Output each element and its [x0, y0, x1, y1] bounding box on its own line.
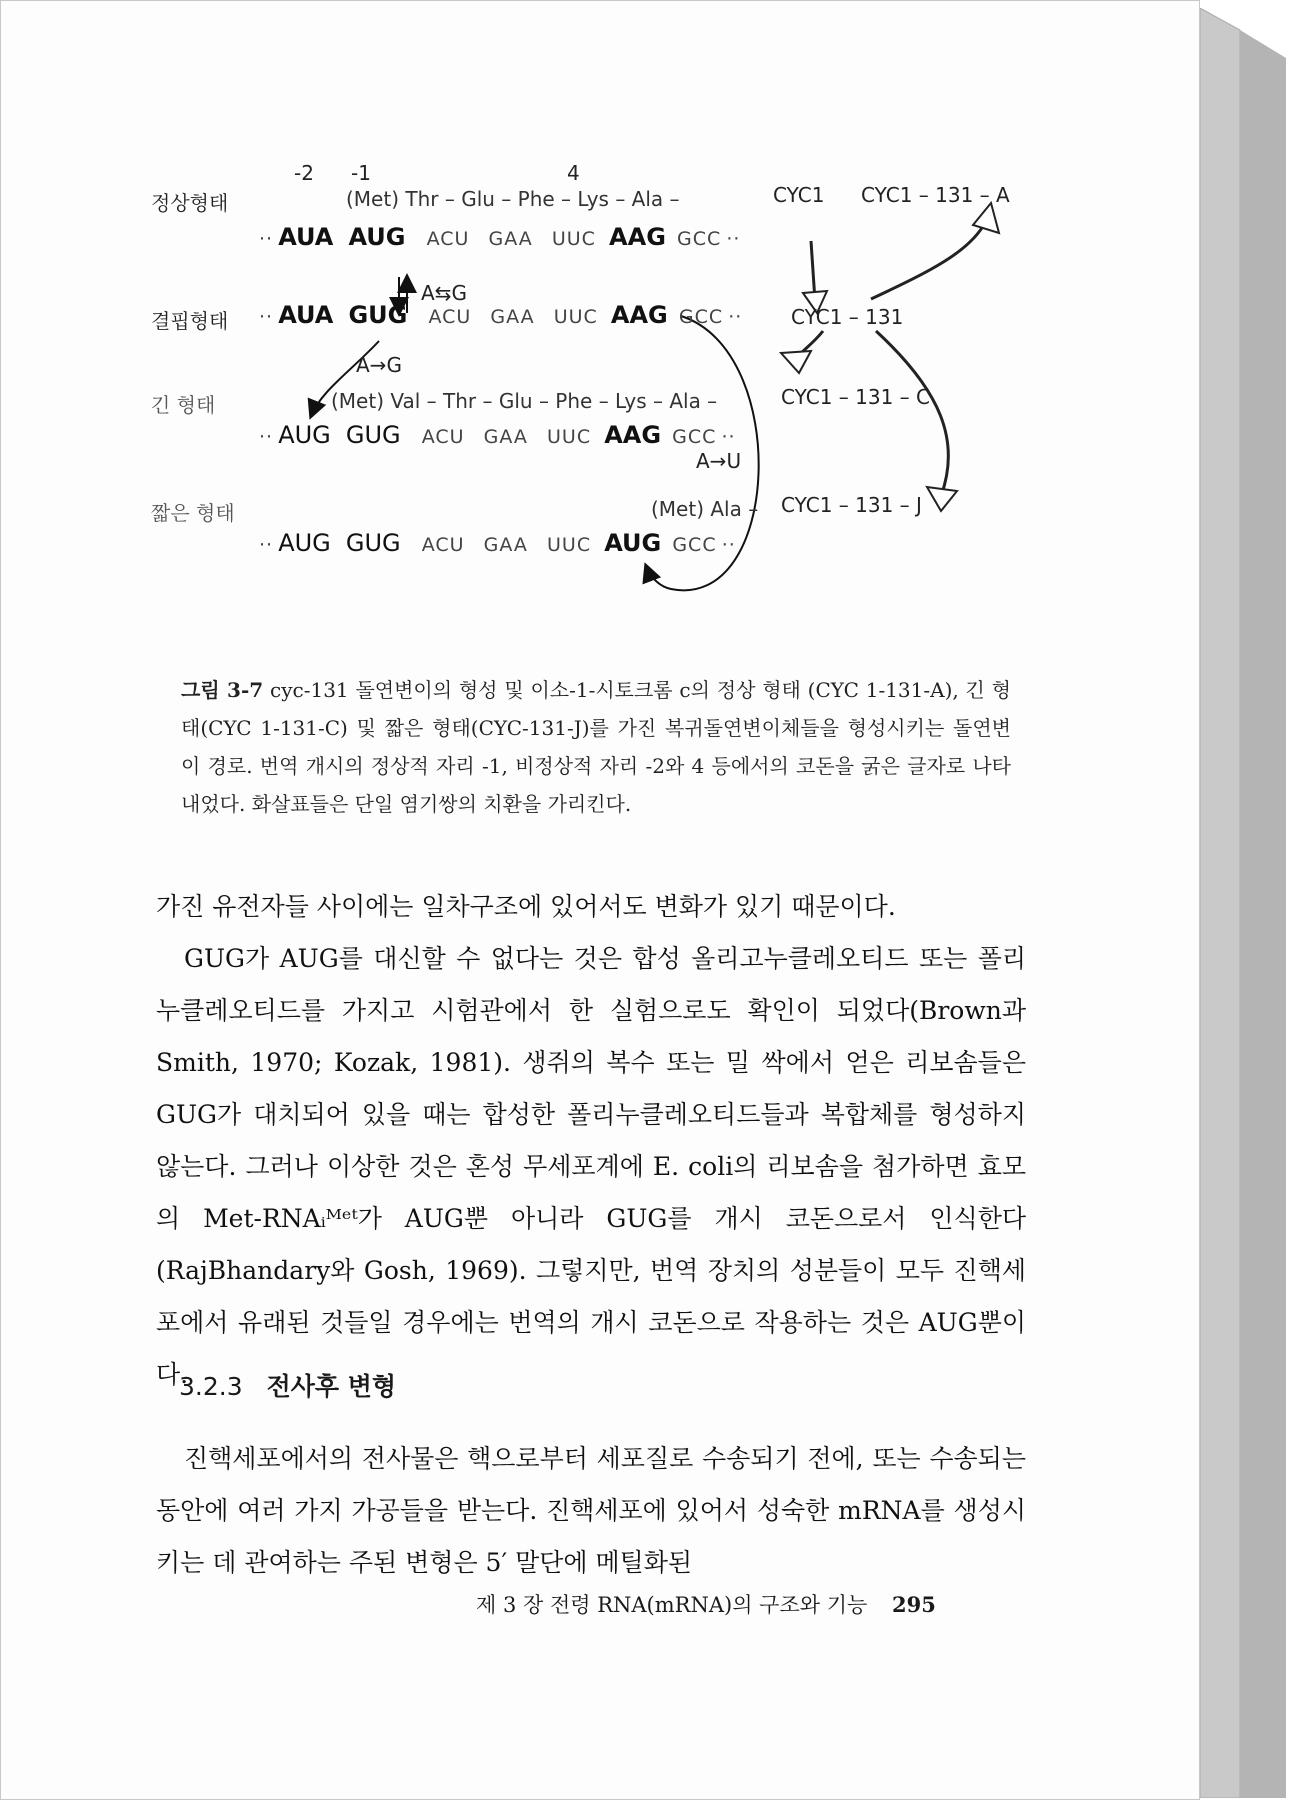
- label-deficient: 결핍형태: [151, 309, 229, 333]
- figure-caption: [181, 671, 1011, 823]
- mutation-a-to-u: A→U: [696, 449, 742, 473]
- mutation-a-to-g: A→G: [356, 353, 402, 377]
- running-footer-chapter: 제 3 장 전령 RNA(mRNA)의 구조와 기능: [476, 1593, 868, 1617]
- section-title: 전사후 변형: [266, 1372, 397, 1401]
- page-footer: [476, 1589, 936, 1619]
- body-text-2: [156, 1433, 1026, 1589]
- mutation-a-g-reversible: A⇆G: [421, 281, 467, 305]
- section-heading: [179, 1367, 396, 1403]
- position-minus2: -2: [294, 161, 314, 185]
- strain-cyc1-131-c: CYC1 – 131 – C: [781, 385, 930, 409]
- caption-number: 그림 3-7: [181, 678, 264, 702]
- peptide-long: (Met) Val – Thr – Glu – Phe – Lys – Ala –: [331, 389, 718, 413]
- paragraph-continued: 가진 유전자들 사이에는 일차구조에 있어서도 변화가 있기 때문이다.: [156, 892, 896, 921]
- label-normal: 정상형태: [151, 191, 229, 215]
- position-minus1: -1: [351, 161, 371, 185]
- section-number: 3.2.3: [179, 1372, 243, 1401]
- label-long: 긴 형태: [151, 393, 216, 417]
- codon-row-long: ·· AUG GUG ACU GAA UUC AAG GCC ··: [259, 421, 736, 449]
- strain-cyc1-131-a: CYC1 – 131 – A: [861, 183, 1010, 207]
- arrow-131-to-j: [876, 331, 948, 496]
- paragraph-gug: GUG가 AUG를 대신할 수 없다는 것은 합성 올리고누클레오티드 또는 폴리누클레오티드를 가지고 시험관에서 한 실험으로도 확인이 되었다(Brown과 Smith, 1970; Kozak, 1981). 생쥐의 복수 또는 밀 싹에서 얻은 리보솜들은 GUG가 대치되어 있을 때는 합성한 폴리누클레오티드들과 복합체를 형성하지 않는다. 그러나 이상한 것은 혼성 무세포계에 E. coli의 리보솜을 첨가하면 효모의 Met-RNAᵢᴹᵉᵗ가 AUG뿐 아니라 GUG를 개시 코돈으로서 인식한다(RajBhandary와 Gosh, 1969). 그렇지만, 번역 장치의 성분들이 모두 진핵세포에서 유래된 것들일 경우에는 번역의 개시 코돈으로 작용하는 것은 AUG뿐이다.: [156, 944, 1026, 1389]
- figure-3-7-diagram: [151, 161, 1051, 671]
- caption-text: cyc-131 돌연변이의 형성 및 이소-1-시토크롬 c의 정상 형태 (CYC 1-131-A), 긴 형태(CYC 1-131-C) 및 짧은 형태(CYC-131-J)를 가진 복귀돌연변이체들을 형성시키는 돌연변이 경로. 번역 개시의 정상적 자리 -1, 비정상적 자리 -2와 4 등에서의 코돈을 굵은 글자로 나타내었다. 화살표들은 단일 염기쌍의 치환을 가리킨다.: [181, 678, 1011, 816]
- strain-cyc1: CYC1: [773, 183, 825, 207]
- peptide-short: (Met) Ala –: [651, 497, 759, 521]
- arrow-131-to-a: [871, 221, 986, 299]
- strain-cyc1-131-j: CYC1 – 131 – J: [781, 493, 922, 517]
- codon-row-deficient: ·· AUA GUG ACU GAA UUC AAG GCC ··: [259, 301, 743, 329]
- label-short: 짧은 형태: [151, 501, 235, 525]
- body-text-1: [156, 881, 1026, 1401]
- strain-cyc1-131: CYC1 – 131: [791, 305, 904, 329]
- codon-row-normal: ·· AUA AUG ACU GAA UUC AAG GCC ··: [259, 223, 741, 251]
- paragraph-posttranscription: 진핵세포에서의 전사물은 핵으로부터 세포질로 수송되기 전에, 또는 수송되는 동안에 여러 가지 가공들을 받는다. 진핵세포에 있어서 성숙한 mRNA를 생성시키는 데 관여하는 주된 변형은 5′ 말단에 메틸화된: [156, 1444, 1026, 1577]
- page-number: 295: [891, 1592, 936, 1617]
- position-4: 4: [567, 161, 580, 185]
- page-stack-edge: [1200, 8, 1286, 1798]
- peptide-normal: (Met) Thr – Glu – Phe – Lys – Ala –: [346, 187, 680, 211]
- codon-row-short: ·· AUG GUG ACU GAA UUC AUG GCC ··: [259, 529, 736, 557]
